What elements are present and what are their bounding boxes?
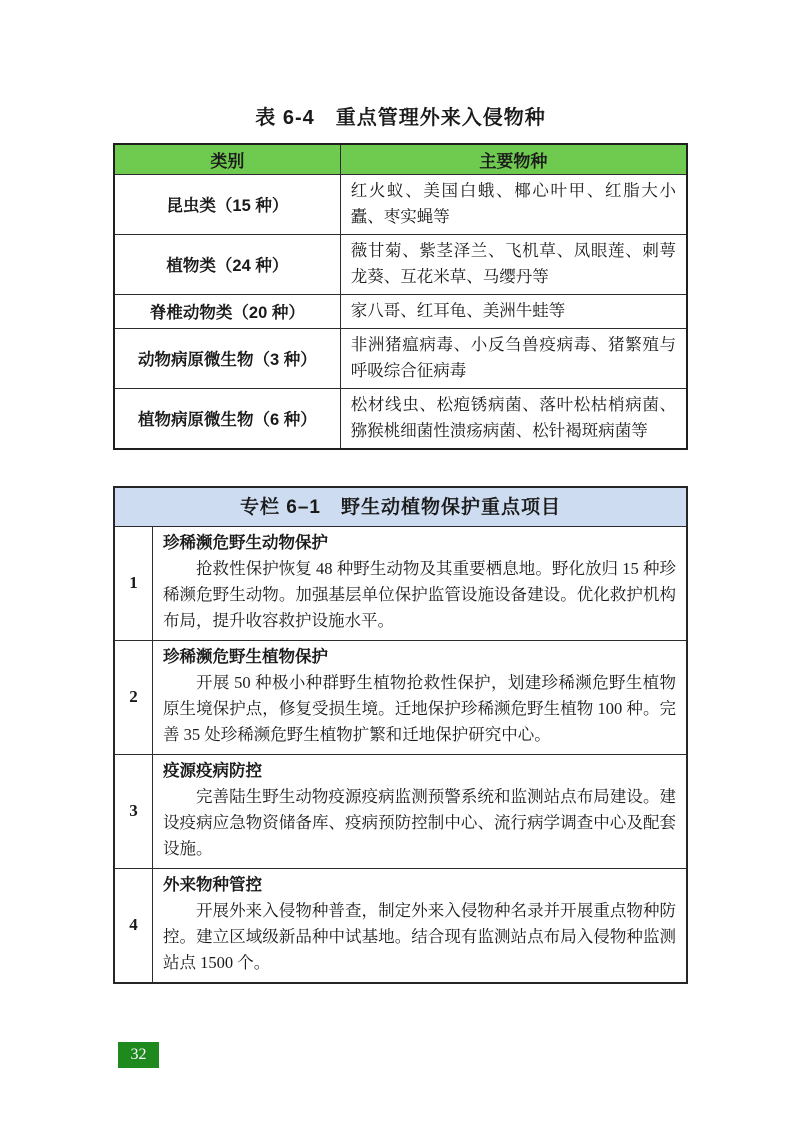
panel-item-number: 4 <box>115 869 153 982</box>
category-cell: 昆虫类（15 种） <box>114 174 340 234</box>
highlight-panel <box>113 486 688 984</box>
panel-item-number: 3 <box>115 755 153 868</box>
panel-item <box>115 641 686 755</box>
panel-item <box>115 755 686 869</box>
species-cell: 松材线虫、松疱锈病菌、落叶松枯梢病菌、猕猴桃细菌性溃疡病菌、松针褐斑病菌等 <box>340 388 687 449</box>
table-row <box>114 174 687 234</box>
table-row <box>114 294 687 328</box>
category-cell: 植物类（24 种） <box>114 234 340 294</box>
panel-item-body <box>153 641 686 754</box>
panel-item-body <box>153 869 686 982</box>
species-cell: 薇甘菊、紫茎泽兰、飞机草、凤眼莲、刺萼龙葵、互花米草、马缨丹等 <box>340 234 687 294</box>
table-header-row <box>114 144 687 174</box>
table-row <box>114 234 687 294</box>
table-row <box>114 388 687 449</box>
category-cell: 动物病原微生物（3 种） <box>114 328 340 388</box>
invasive-species-table <box>113 143 688 450</box>
panel-item-body <box>153 527 686 640</box>
table-title: 表 6-4 重点管理外来入侵物种 <box>255 107 546 129</box>
category-cell: 植物病原微生物（6 种） <box>114 388 340 449</box>
panel-item-text: 开展外来入侵物种普查，制定外来入侵物种名录并开展重点物种防控。建立区域级新品种中试基地。结合现有监测站点布局入侵物种监测站点 1500 个。 <box>163 900 676 972</box>
species-cell: 家八哥、红耳龟、美洲牛蛙等 <box>340 294 687 328</box>
panel-item <box>115 869 686 982</box>
category-cell: 脊椎动物类（20 种） <box>114 294 340 328</box>
column-header-species: 主要物种 <box>340 144 687 174</box>
panel-title: 专栏 6–1 野生动植物保护重点项目 <box>115 488 686 527</box>
panel-item-heading: 疫源疫病防控 <box>163 761 262 780</box>
panel-item-heading: 外来物种管控 <box>163 875 262 894</box>
species-cell: 非洲猪瘟病毒、小反刍兽疫病毒、猪繁殖与呼吸综合征病毒 <box>340 328 687 388</box>
panel-item <box>115 527 686 641</box>
panel-item-text: 完善陆生野生动物疫源疫病监测预警系统和监测站点布局建设。建设疫病应急物资储备库、疫病预防控制中心、流行病学调查中心及配套设施。 <box>163 786 676 858</box>
page-content <box>113 0 688 984</box>
table-row <box>114 328 687 388</box>
panel-item-heading: 珍稀濒危野生动物保护 <box>163 533 328 552</box>
panel-item-text: 抢救性保护恢复 48 种野生动物及其重要栖息地。野化放归 15 种珍稀濒危野生动物。加强基层单位保护监管设施设备建设。优化救护机构布局，提升收容救护设施水平。 <box>163 558 676 630</box>
column-header-category: 类别 <box>114 144 340 174</box>
species-cell: 红火蚁、美国白蛾、椰心叶甲、红脂大小蠹、枣实蝇等 <box>340 174 687 234</box>
panel-item-number: 2 <box>115 641 153 754</box>
panel-item-text: 开展 50 种极小种群野生植物抢救性保护，划建珍稀濒危野生植物原生境保护点，修复受损生境。迁地保护珍稀濒危野生植物 100 种。完善 35 处珍稀濒危野生植物扩繁和迁地保护研究中心。 <box>163 672 676 744</box>
panel-item-number: 1 <box>115 527 153 640</box>
panel-item-body <box>153 755 686 868</box>
panel-item-heading: 珍稀濒危野生植物保护 <box>163 647 328 666</box>
page-number-badge: 32 <box>118 1042 159 1068</box>
